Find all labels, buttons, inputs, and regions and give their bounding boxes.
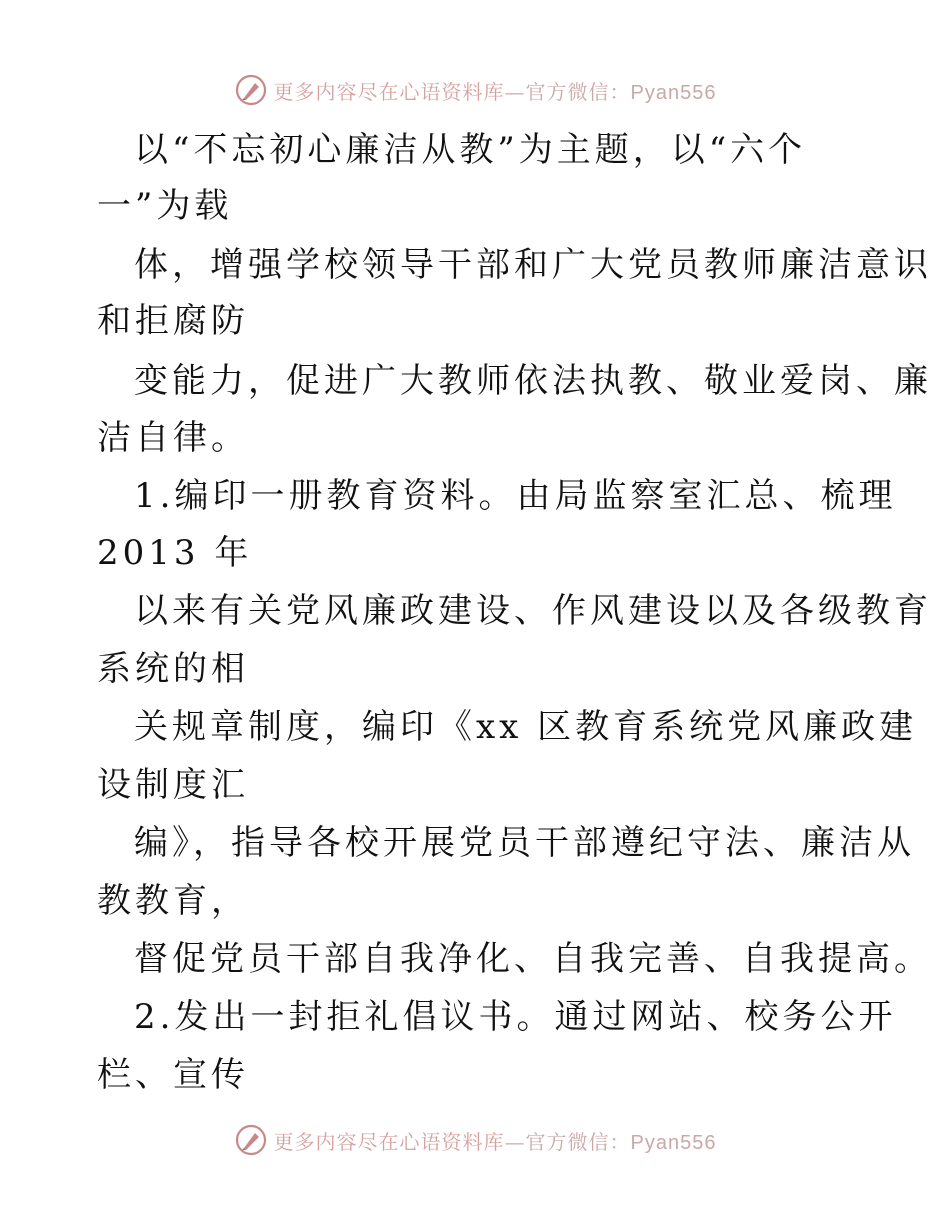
watermark-site-text: 更多内容尽在心语资料库 bbox=[273, 1129, 505, 1154]
watermark-text bbox=[274, 76, 717, 105]
pen-nib-logo-icon bbox=[234, 1123, 268, 1157]
body-line: 1.编印一册教育资料。由局监察室汇总、梳理 bbox=[134, 476, 897, 516]
footer-watermark bbox=[0, 1120, 950, 1160]
body-line: 一”为载 bbox=[97, 186, 233, 226]
watermark-dash: — bbox=[504, 79, 526, 104]
watermark-account: Pyan556 bbox=[630, 81, 717, 104]
body-line: 以来有关党风廉政建设、作风建设以及各级教育 bbox=[134, 591, 932, 631]
body-line: 关规章制度，编印《xx 区教育系统党风廉政建 bbox=[134, 707, 918, 747]
watermark-account: Pyan556 bbox=[630, 1131, 717, 1154]
watermark-label: 官方微信： bbox=[525, 1129, 631, 1154]
body-line: 教教育， bbox=[97, 881, 249, 921]
watermark-site-text: 更多内容尽在心语资料库 bbox=[273, 79, 505, 104]
body-line: 以“不忘初心廉洁从教”为主题，以“六个 bbox=[134, 130, 807, 170]
watermark-dash: — bbox=[504, 1129, 526, 1154]
body-line: 体，增强学校领导干部和广大党员教师廉洁意识 bbox=[134, 245, 932, 285]
watermark-label: 官方微信： bbox=[525, 79, 631, 104]
body-line: 编》，指导各校开展党员干部遵纪守法、廉洁从 bbox=[134, 823, 915, 863]
body-line: 设制度汇 bbox=[97, 765, 249, 805]
body-line: 督促党员干部自我净化、自我完善、自我提高。 bbox=[134, 939, 932, 979]
body-line: 2.发出一封拒礼倡议书。通过网站、校务公开 bbox=[134, 997, 897, 1037]
body-line: 栏、宣传 bbox=[97, 1055, 249, 1095]
watermark-text bbox=[274, 1126, 717, 1155]
body-line: 2013 年 bbox=[97, 533, 253, 573]
body-line: 系统的相 bbox=[97, 649, 249, 689]
header-watermark bbox=[0, 70, 950, 110]
body-line: 和拒腐防 bbox=[97, 301, 249, 341]
body-line: 洁自律。 bbox=[97, 418, 249, 458]
body-line: 变能力，促进广大教师依法执教、敬业爱岗、廉 bbox=[134, 361, 932, 401]
pen-nib-logo-icon bbox=[234, 73, 268, 107]
